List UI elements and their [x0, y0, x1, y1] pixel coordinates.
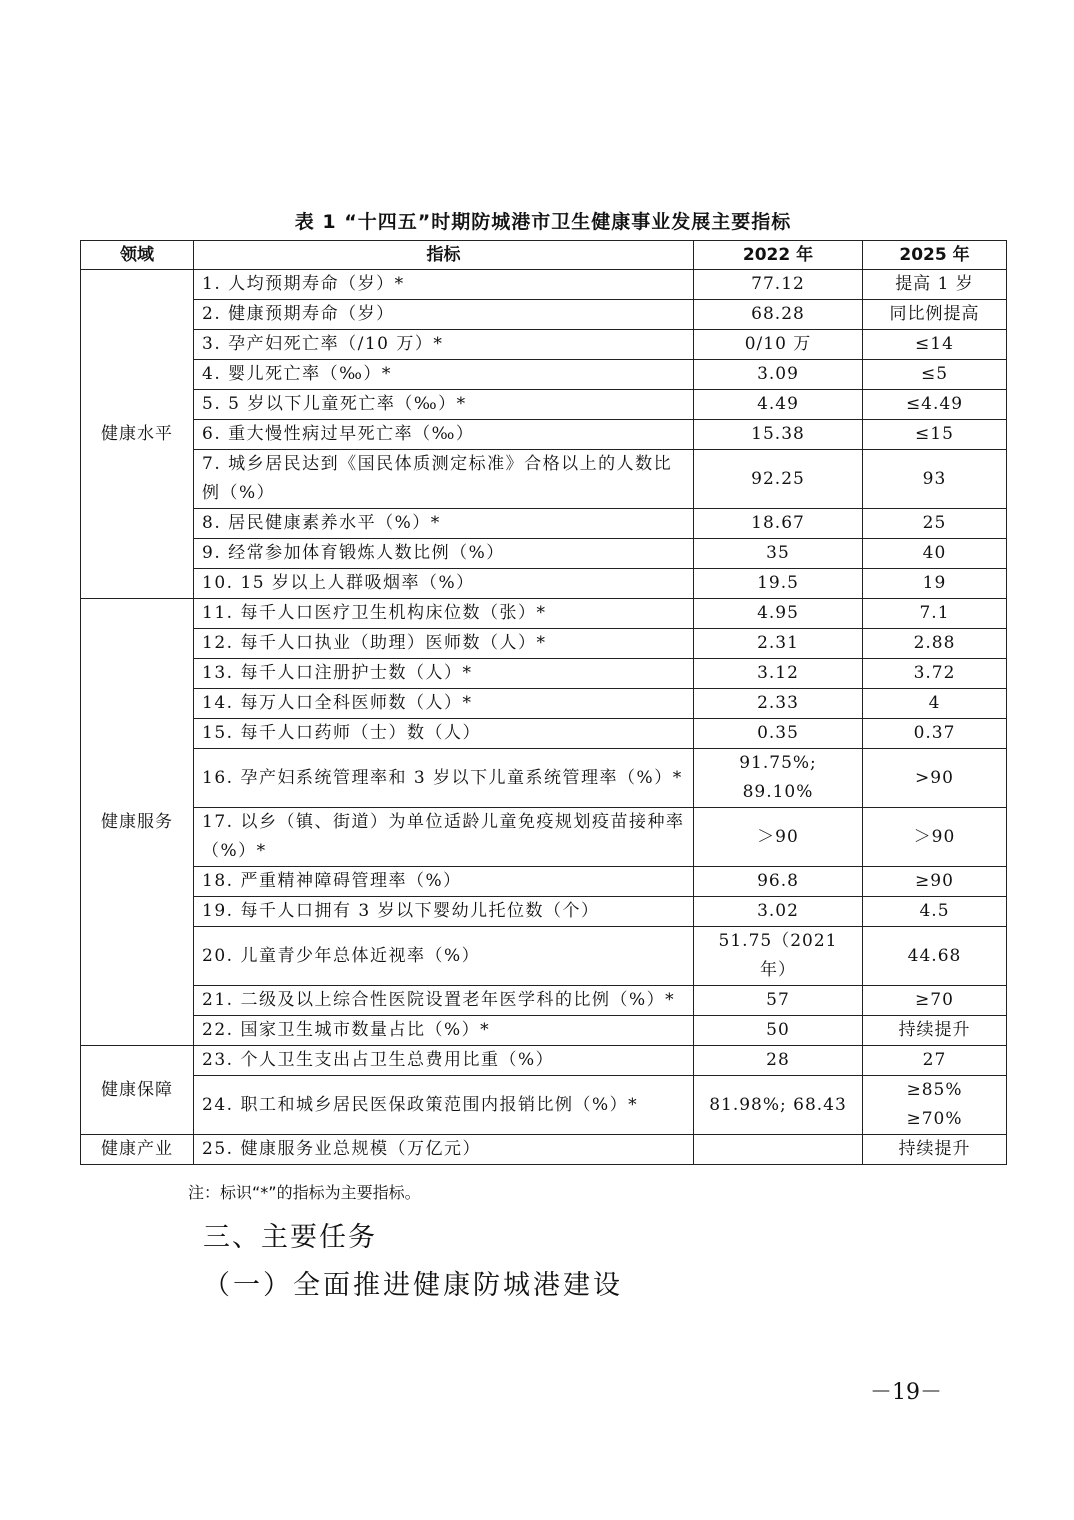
value-2022-cell: 77.12 [694, 270, 863, 300]
indicator-cell: 5. 5 岁以下儿童死亡率（‰）* [194, 390, 694, 420]
value-2022-cell: 4.49 [694, 390, 863, 420]
value-2025-cell: 2.88 [863, 629, 1007, 659]
indicator-cell: 9. 经常参加体育锻炼人数比例（%） [194, 539, 694, 569]
value-2025-cell: ≥85% ≥70% [863, 1076, 1007, 1135]
value-2025-cell: ≤14 [863, 330, 1007, 360]
value-2025-cell: ≤4.49 [863, 390, 1007, 420]
table-note: 注：标识“*”的指标为主要指标。 [188, 1183, 421, 1202]
value-2025-cell: ＞90 [863, 808, 1007, 867]
table-row [81, 300, 1007, 330]
value-2025-cell: 25 [863, 509, 1007, 539]
domain-cell: 健康产业 [81, 1135, 194, 1165]
value-2022-cell: 28 [694, 1046, 863, 1076]
table-row [81, 986, 1007, 1016]
value-2022-cell: 2.33 [694, 689, 863, 719]
indicator-cell: 6. 重大慢性病过早死亡率（‰） [194, 420, 694, 450]
indicator-cell: 24. 职工和城乡居民医保政策范围内报销比例（%）* [194, 1076, 694, 1135]
value-2022-cell: 3.09 [694, 360, 863, 390]
value-2022-cell: 92.25 [694, 450, 863, 509]
value-2025-cell: ≥70 [863, 986, 1007, 1016]
value-2022-cell: 2.31 [694, 629, 863, 659]
value-2025-cell: 持续提升 [863, 1135, 1007, 1165]
indicator-cell: 13. 每千人口注册护士数（人）* [194, 659, 694, 689]
indicator-cell: 20. 儿童青少年总体近视率（%） [194, 927, 694, 986]
indicator-cell: 17. 以乡（镇、街道）为单位适龄儿童免疫规划疫苗接种率（%）* [194, 808, 694, 867]
value-2025-cell: 4 [863, 689, 1007, 719]
table-row [81, 509, 1007, 539]
indicator-cell: 21. 二级及以上综合性医院设置老年医学科的比例（%）* [194, 986, 694, 1016]
table-row [81, 719, 1007, 749]
domain-cell: 健康保障 [81, 1046, 194, 1135]
table-row [81, 808, 1007, 867]
table-row [81, 1046, 1007, 1076]
value-2022-cell: 3.02 [694, 897, 863, 927]
indicator-cell: 2. 健康预期寿命（岁） [194, 300, 694, 330]
table-row [81, 569, 1007, 599]
table-row [81, 927, 1007, 986]
indicator-cell: 18. 严重精神障碍管理率（%） [194, 867, 694, 897]
value-2025-cell: 44.68 [863, 927, 1007, 986]
table-row [81, 450, 1007, 509]
header-domain: 领域 [81, 241, 194, 270]
indicator-cell: 23. 个人卫生支出占卫生总费用比重（%） [194, 1046, 694, 1076]
indicator-cell: 1. 人均预期寿命（岁）* [194, 270, 694, 300]
indicator-cell: 12. 每千人口执业（助理）医师数（人）* [194, 629, 694, 659]
table-row [81, 629, 1007, 659]
value-2025-cell: 同比例提高 [863, 300, 1007, 330]
indicator-cell: 3. 孕产妇死亡率（/10 万）* [194, 330, 694, 360]
value-2025-cell: 提高 1 岁 [863, 270, 1007, 300]
domain-cell: 健康服务 [81, 599, 194, 1046]
value-2022-cell: 57 [694, 986, 863, 1016]
value-2025-cell: 0.37 [863, 719, 1007, 749]
table-row [81, 689, 1007, 719]
value-2025-cell: 40 [863, 539, 1007, 569]
table-header-row [81, 241, 1007, 270]
table-row [81, 867, 1007, 897]
table-row [81, 360, 1007, 390]
value-2022-cell: 0/10 万 [694, 330, 863, 360]
indicator-cell: 15. 每千人口药师（士）数（人） [194, 719, 694, 749]
indicators-table [80, 240, 1007, 1165]
header-2025: 2025 年 [863, 241, 1007, 270]
value-2025-cell: 7.1 [863, 599, 1007, 629]
value-2025-cell: 4.5 [863, 897, 1007, 927]
table-row [81, 539, 1007, 569]
value-2022-cell: 4.95 [694, 599, 863, 629]
value-2022-cell: 96.8 [694, 867, 863, 897]
domain-cell: 健康水平 [81, 270, 194, 599]
table-caption: 表 1 “十四五”时期防城港市卫生健康事业发展主要指标 [294, 211, 792, 233]
indicator-cell: 4. 婴儿死亡率（‰）* [194, 360, 694, 390]
header-2022: 2022 年 [694, 241, 863, 270]
value-2022-cell: 68.28 [694, 300, 863, 330]
table-row [81, 270, 1007, 300]
value-2025-cell: 27 [863, 1046, 1007, 1076]
indicator-cell: 22. 国家卫生城市数量占比（%）* [194, 1016, 694, 1046]
value-2025-cell: >90 [863, 749, 1007, 808]
indicator-cell: 14. 每万人口全科医师数（人）* [194, 689, 694, 719]
table-row [81, 749, 1007, 808]
indicator-cell: 16. 孕产妇系统管理率和 3 岁以下儿童系统管理率（%）* [194, 749, 694, 808]
value-2025-cell: 持续提升 [863, 1016, 1007, 1046]
subsection-heading: （一）全面推进健康防城港建设 [203, 1270, 623, 1301]
table-row [81, 420, 1007, 450]
value-2022-cell: 50 [694, 1016, 863, 1046]
table-row [81, 659, 1007, 689]
value-2022-cell: 18.67 [694, 509, 863, 539]
table-row [81, 1135, 1007, 1165]
table-row [81, 1076, 1007, 1135]
value-2022-cell: 35 [694, 539, 863, 569]
table-row [81, 1016, 1007, 1046]
value-2022-cell: 15.38 [694, 420, 863, 450]
table-row [81, 599, 1007, 629]
indicator-cell: 11. 每千人口医疗卫生机构床位数（张）* [194, 599, 694, 629]
value-2025-cell: ≤5 [863, 360, 1007, 390]
value-2022-cell: 81.98%; 68.43 [694, 1076, 863, 1135]
value-2022-cell: ＞90 [694, 808, 863, 867]
indicator-cell: 25. 健康服务业总规模（万亿元） [194, 1135, 694, 1165]
value-2025-cell: 93 [863, 450, 1007, 509]
value-2025-cell: 3.72 [863, 659, 1007, 689]
table-row [81, 390, 1007, 420]
page-number: －19－ [870, 1380, 942, 1405]
value-2022-cell: 0.35 [694, 719, 863, 749]
header-indicator: 指标 [194, 241, 694, 270]
indicator-cell: 7. 城乡居民达到《国民体质测定标准》合格以上的人数比例（%） [194, 450, 694, 509]
value-2025-cell: ≥90 [863, 867, 1007, 897]
table-body [81, 270, 1007, 1165]
indicator-cell: 10. 15 岁以上人群吸烟率（%） [194, 569, 694, 599]
value-2025-cell: ≤15 [863, 420, 1007, 450]
section-heading: 三、主要任务 [203, 1222, 377, 1253]
value-2022-cell: 19.5 [694, 569, 863, 599]
table-row [81, 897, 1007, 927]
value-2022-cell: 3.12 [694, 659, 863, 689]
value-2025-cell: 19 [863, 569, 1007, 599]
value-2022-cell: 91.75%; 89.10% [694, 749, 863, 808]
value-2022-cell [694, 1135, 863, 1165]
value-2022-cell: 51.75（2021 年） [694, 927, 863, 986]
indicator-cell: 19. 每千人口拥有 3 岁以下婴幼儿托位数（个） [194, 897, 694, 927]
indicator-cell: 8. 居民健康素养水平（%）* [194, 509, 694, 539]
table-row [81, 330, 1007, 360]
